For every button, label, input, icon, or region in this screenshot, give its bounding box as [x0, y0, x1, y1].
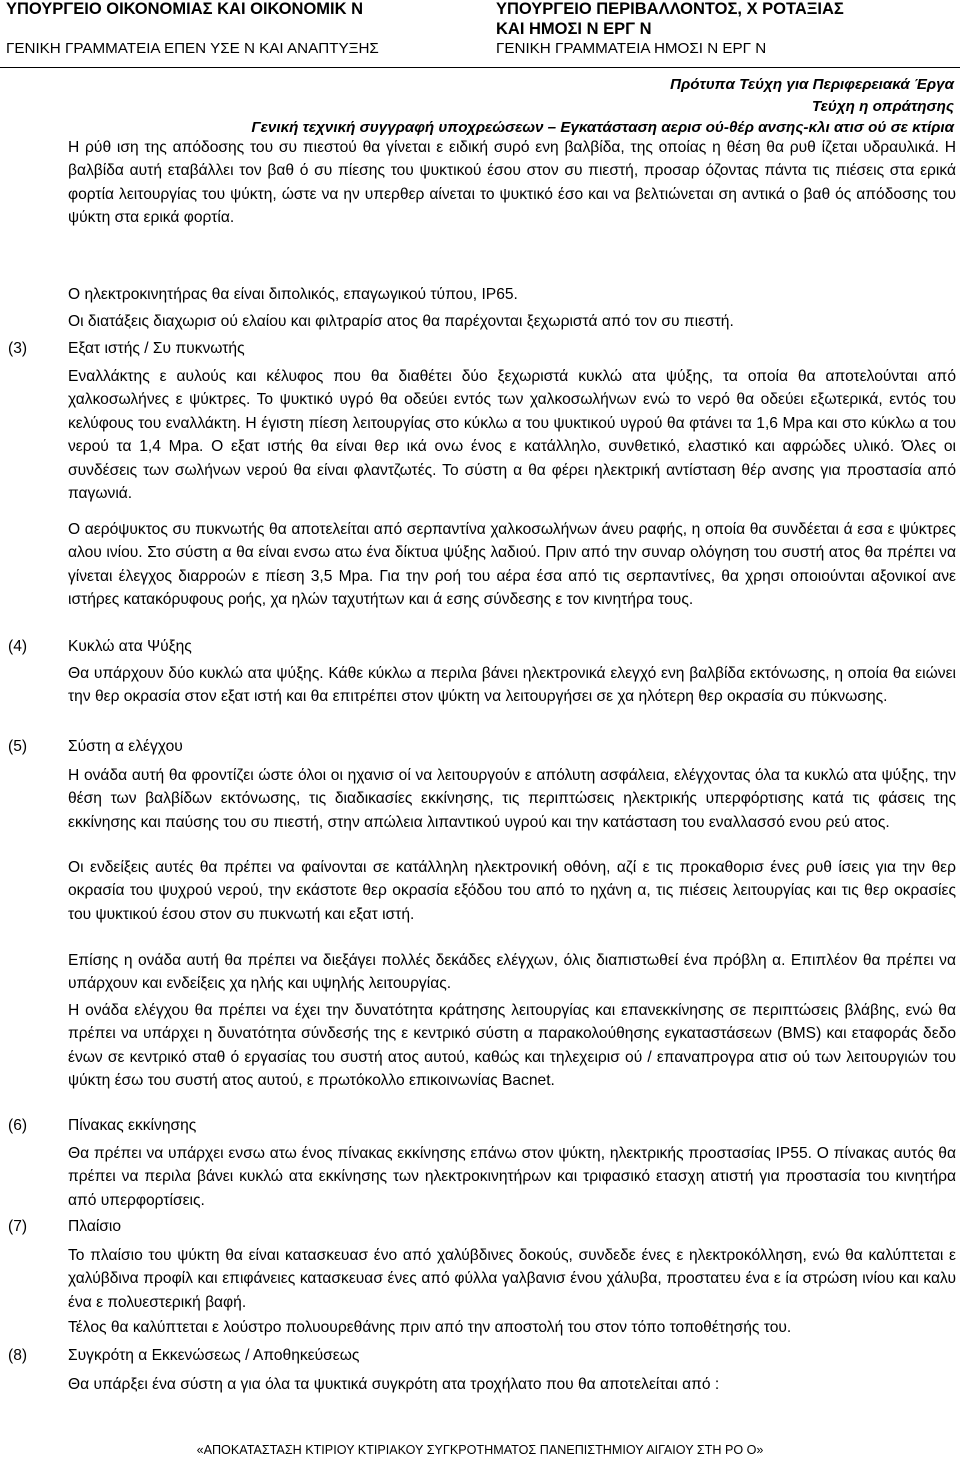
paragraph-oil-separation: Οι διατάξεις διαχωρισ ού ελαίου και φιλτραρίσ ατος θα παρέχονται ξεχωριστά από τον συ πιεστή.	[68, 313, 734, 330]
document-title: Γενική τεχνική συγγραφή υποχρεώσεων – Εγκατάσταση αερισ ού-θέρ ανσης-κλι ατισ ού σε κτίρια	[251, 119, 954, 136]
document-volume: Τεύχη η οπράτησης	[811, 98, 954, 115]
item-evaporator-heading: (3) Εξατ ιστής / Συ πυκνωτής	[8, 340, 245, 357]
paragraph-motor: Ο ηλεκτροκινητήρας θα είναι διπολικός, επαγωγικού τύπου, IP65.	[68, 286, 518, 303]
paragraph-evacuation-system: Θα υπάρξει ένα σύστη α για όλα τα ψυκτικά συγκρότη ατα τροχήλατο που θα αποτελείται από :	[68, 1376, 720, 1393]
paragraph-compressor-regulation: Η ρύθ ιση της απόδοσης του συ πιεστού θα γίνεται ε ειδική συρό ενη βαλβίδα, της οποίας η θέση θα ρυθ ίζεται υδραυλικά. Η βαλβίδα αυτή εταβάλλει τον βαθ ό συ πίεσης του ψυκτικού έσου στον συ πιεστή, προσαρ όζοντας πάντα τις πιέσεις στα ερικά φορτία λειτουργίας του ψύκτη, ώστε να ην υπερθερ αίνεται το ψυκτικό έσο και να βελτιώνεται ση αντικά ο βαθ ός απόδοσης του ψύκτη στα ερικά φορτία.	[68, 139, 956, 227]
document-series: Πρότυπα Τεύχη για Περιφερειακά Έργα	[670, 76, 954, 93]
item-evacuation-heading: (8) Συγκρότη α Εκκενώσεως / Αποθηκεύσεως	[8, 1347, 360, 1364]
paragraph-bms: Η ονάδα ελέγχου θα πρέπει να έχει την δυνατότητα κράτησης λειτουργίας και επανεκκίνησης σε περιπτώσεις βλάβης, ενώ θα πρέπει να υπάρχει η δυνατότητα σύνδεσής της ε κεντρικό σύστη α παρακολούθησης εγκαταστάσεων (BMS) και εταφοράς δεδο ένων σε κεντρικό σταθ ό εργασίας του συστή ατος αυτού, καθώς και τηλεχειρισ ού / επαναπρογρα ατισ ού των λειτουργιών του ψύκτη έσω του συστή ατος αυτού, ε πρωτόκολλο επικοινωνίας Bacnet.	[68, 1002, 956, 1090]
paragraph-checks: Επίσης η ονάδα αυτή θα πρέπει να διεξάγει πολλές δεκάδες ελέγχων, όλις διαπιστωθεί ένα πρόβλη α. Επιπλέον θα πρέπει να υπάρχουν και ενδείξεις χα ηλής και υψηλής λειτουργίας.	[68, 952, 956, 993]
paragraph-cooling-circuits: Θα υπάρχουν δύο κυκλώ ατα ψύξης. Κάθε κύκλω α περιλα βάνει ηλεκτρονικά ελεγχό ενη βαλβίδα εκτόνωσης, η οποία θα ειώνει την θερ οκρασία στον εξατ ιστή και θα επιτρέπει στον ψύκτη να λειτουργήσει σε χα ηλότερη θερ οκρασία συ πύκνωσης.	[68, 665, 956, 706]
item-cooling-circuits-heading: (4) Κυκλώ ατα Ψύξης	[8, 638, 192, 655]
header-right-ministry: ΥΠΟΥΡΓΕΙΟ ΠΕΡΙΒΑΛΛΟΝΤΟΣ, Χ ΡΟΤΑΞΙΑΣ	[496, 0, 844, 18]
paragraph-indications: Οι ενδείξεις αυτές θα πρέπει να φαίνονται σε κατάλληλη ηλεκτρονική οθόνη, αζί ε τις προκαθορισ ένες ρυθ ίσεις για την θερ οκρασία του ψυχρού νερού, την εκάστοτε θερ οκρασία εξόδου του από το ηχάνη α, τις πιέσεις λειτουργίας και τις θερ οκρασίες του ψυκτικού έσου στον συ πυκνωτή και εξατ ιστή.	[68, 859, 956, 923]
paragraph-evaporator: Εναλλάκτης ε αυλούς και κέλυφος που θα διαθέτει δύο ξεχωριστά κυκλώ ατα ψύξης, τα οποία θα αποτελούνται από χαλκοσωλήνες ε ψύκτρες. Το ψυκτικό υγρό θα οδεύει εντός των χαλκοσωλήνων ενώ το νερό θα οδεύει εξωτερικά, εντός του κελύφους του εναλλάκτη. Η έγιστη πίεση λειτουργίας στο κύκλω α του ψυκτικού υγρού θα φτάνει τα 1,6 Mpa και στο κύκλω α του νερού τα 1,4 Mpa. Ο εξατ ιστής θα είναι θερ ικά ονω ένος ε κατάλληλο, συνθετικό, ελαστικό και αφρώδες υλικό. Όλες οι συνδέσεις των σωλήνων νερού θα είναι φλαντζωτές. Το σύστη α θα φέρει ηλεκτρική αντίσταση θέρ ανσης για προστασία από παγωνιά.	[68, 368, 956, 503]
page-footer: «ΑΠΟΚΑΤΑΣΤΑΣΗ ΚΤΙΡΙΟΥ ΚΤΙΡΙΑΚΟΥ ΣΥΓΚΡΟΤΗΜΑΤΟΣ ΠΑΝΕΠΙΣΤΗΜΙΟΥ ΑΙΓΑΙΟΥ ΣΤΗ ΡΟ Ο»	[196, 1443, 764, 1457]
item-starter-panel-heading: (6) Πίνακας εκκίνησης	[8, 1117, 197, 1134]
header-divider	[0, 67, 960, 68]
header-right-ministry-cont: ΚΑΙ ΗΜΟΣΙ Ν ΕΡΓ Ν	[496, 20, 652, 38]
paragraph-varnish: Τέλος θα καλύπτεται ε λούστρο πολυουρεθάνης πριν από την αποστολή του στον τόπο τοποθέτησής του.	[68, 1319, 792, 1336]
header-left-secretariat: ΓΕΝΙΚΗ ΓΡΑΜΜΑΤΕΙΑ ΕΠΕΝ ΥΣΕ Ν ΚΑΙ ΑΝΑΠΤΥΞΗΣ	[6, 40, 379, 57]
paragraph-condenser: Ο αερόψυκτος συ πυκνωτής θα αποτελείται από σερπαντίνα χαλκοσωλήνων άνευ ραφής, η οποία θα συνδέεται ά εσα ε ψύκτρες αλου ινίου. Στο σύστη α θα είναι ενσω ατω ένα δίκτυα ψύξης λαδιού. Πριν από την συναρ ολόγηση του συστή ατος θα πρέπει να γίνεται έλεγχος διαρροών ε πίεση 3,5 Mpa. Για την ροή του αέρα έσα από τις σερπαντίνες, θα χρησι οποιούνται αξονικοί ανε ιστήρες κατακόρυφους ροής, χα ηλών ταχυτήτων και ά εσης σύνδεσης ε τον κινητήρα τους.	[68, 521, 956, 609]
paragraph-control-unit: Η ονάδα αυτή θα φροντίζει ώστε όλοι οι ηχανισ οί να λειτουργούν ε απόλυτη ασφάλεια, ελέγχοντας όλα τα κυκλώ ατα ψύξης, την θέση των βαλβίδων εκτόνωσης, τις διαδικασίες εκκίνησης, τις περιπτώσεις ηλεκτρικής υπερφόρτισης κατά τις φάσεις της εκκίνησης και παύσης του συ πιεστή, στην απώλεια λιπαντικού υγρού και την κατάσταση του εναλλασσό ενου ρεύ ατος.	[68, 767, 956, 831]
item-frame-heading: (7) Πλαίσιο	[8, 1218, 122, 1235]
item-control-system-heading: (5) Σύστη α ελέγχου	[8, 738, 183, 755]
paragraph-frame: Το πλαίσιο του ψύκτη θα είναι κατασκευασ ένο από χαλύβδινες δοκούς, συνδεδε ένες ε ηλεκτροκόλληση, ενώ θα καλύπτεται ε χαλύβδινα προφίλ και επιφάνειες κατασκευασ ένες από φύλλα γαλβανισ ένου χάλυβα, προστατευ ένα ε ία στρώση ινίου και καλυ ένα ε πολυεστερική βαφή.	[68, 1247, 956, 1311]
header-right-secretariat: ΓΕΝΙΚΗ ΓΡΑΜΜΑΤΕΙΑ ΗΜΟΣΙ Ν ΕΡΓ Ν	[496, 40, 767, 57]
paragraph-starter-panel: Θα πρέπει να υπάρχει ενσω ατω ένος πίνακας εκκίνησης επάνω στον ψύκτη, ηλεκτρικής προστασίας IP55. Ο πίνακας αυτός θα πρέπει να περιλα βάνει κυκλώ ατα εκκίνησης των ηλεκτροκινητήρων και τριφασικό ετασχη ατιστή για προστασία του κινητήρα από υπερφορτίσεις.	[68, 1145, 956, 1209]
header-left-ministry: ΥΠΟΥΡΓΕΙΟ ΟΙΚΟΝΟΜΙΑΣ ΚΑΙ ΟΙΚΟΝΟΜΙΚ Ν	[6, 0, 364, 18]
